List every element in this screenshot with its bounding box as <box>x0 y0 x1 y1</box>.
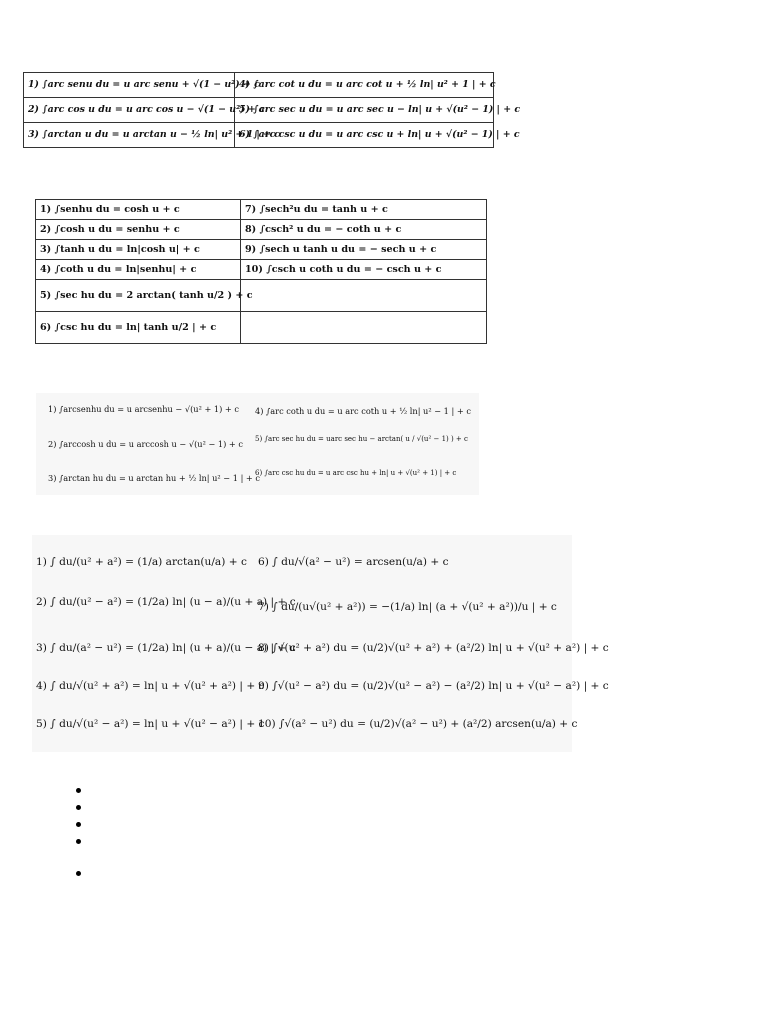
table-row <box>36 280 487 312</box>
bullet-dot-icon <box>76 805 81 810</box>
formula-cell: 1) ∫senhu du = cosh u + c <box>36 200 241 220</box>
table-row <box>36 200 487 220</box>
algebraic-integrals-block <box>32 535 609 752</box>
formula-cell: 2) ∫cosh u du = senhu + c <box>36 220 241 240</box>
formula-cell: 6) ∫arc csc u du = u arc csc u + ln| u + √(u² − 1) | + c <box>235 123 494 148</box>
formula: 7) ∫ du/(u√(u² + a²)) = −(1/a) ln| (a + √(u² + a²))/u | + c <box>258 601 557 613</box>
formula-cell: 9) ∫sech u tanh u du = − sech u + c <box>241 240 487 260</box>
formula-cell: 7) ∫sech²u du = tanh u + c <box>241 200 487 220</box>
formula: 2) ∫ du/(u² − a²) = (1/2a) ln| (u − a)/(u + a) | + c <box>36 596 296 608</box>
table-row <box>24 73 494 98</box>
formula-cell: 1) ∫arc senu du = u arc senu + √(1 − u²) + c <box>24 73 235 98</box>
formula-cell: 3) ∫arctan u du = u arctan u − ½ ln| u² + 1 | + c <box>24 123 235 148</box>
formula: 8) ∫√(u² + a²) du = (u/2)√(u² + a²) + (a²/2) ln| u + √(u² + a²) | + c <box>258 642 609 654</box>
formula: 1) ∫arcsenhu du = u arcsenhu − √(u² + 1) + c <box>48 404 239 414</box>
bullet-dot-icon <box>76 822 81 827</box>
table-row <box>36 220 487 240</box>
table-row <box>36 312 487 344</box>
formula: 3) ∫arctan hu du = u arctan hu + ½ ln| u² − 1 | + c <box>48 473 260 483</box>
formula: 4) ∫ du/√(u² + a²) = ln| u + √(u² + a²) | + c <box>36 680 265 692</box>
list-item <box>58 865 98 882</box>
list-item <box>58 799 98 816</box>
formula: 9) ∫√(u² − a²) du = (u/2)√(u² − a²) − (a²/2) ln| u + √(u² − a²) | + c <box>258 680 609 692</box>
formula: 6) ∫ du/√(a² − u²) = arcsen(u/a) + c <box>258 556 449 568</box>
formula-cell: 2) ∫arc cos u du = u arc cos u − √(1 − u²) + c <box>24 98 235 123</box>
table-row <box>24 123 494 148</box>
bullet-dot-icon <box>76 788 81 793</box>
list-item <box>58 782 98 799</box>
formula: 4) ∫arc coth u du = u arc coth u + ½ ln| u² − 1 | + c <box>255 406 471 416</box>
formula: 10) ∫√(a² − u²) du = (u/2)√(a² − u²) + (a²/2) arcsen(u/a) + c <box>258 718 578 730</box>
formula: 5) ∫ du/√(u² − a²) = ln| u + √(u² − a²) | + c <box>36 718 265 730</box>
formula-cell: 10) ∫csch u coth u du = − csch u + c <box>241 260 487 280</box>
formula-cell: 5) ∫sec hu du = 2 arctan( tanh u/2 ) + c <box>36 280 241 312</box>
formula: 3) ∫ du/(a² − u²) = (1/2a) ln| (u + a)/(u − a) | + c <box>36 642 296 654</box>
empty-bullet-list <box>58 782 98 882</box>
formula: 5) ∫arc sec hu du = uarc sec hu − arctan( u / √(u² − 1) ) + c <box>255 435 468 443</box>
bullet-dot-icon <box>76 871 81 876</box>
table-row <box>36 260 487 280</box>
formula: 2) ∫arccosh u du = u arccosh u − √(u² − 1) + c <box>48 439 243 449</box>
hyperbolic-integrals-table <box>35 199 487 344</box>
formula-cell: 6) ∫csc hu du = ln| tanh u/2 | + c <box>36 312 241 344</box>
empty-cell <box>241 280 487 312</box>
formula-cell: 8) ∫csch² u du = − coth u + c <box>241 220 487 240</box>
formula-cell: 5) ∫arc sec u du = u arc sec u − ln| u + √(u² − 1) | + c <box>235 98 494 123</box>
inverse-hyperbolic-integrals-block <box>36 393 479 495</box>
table-row <box>36 240 487 260</box>
formula-cell: 4) ∫arc cot u du = u arc cot u + ½ ln| u² + 1 | + c <box>235 73 494 98</box>
list-item <box>58 816 98 833</box>
table-row <box>24 98 494 123</box>
formula-cell: 4) ∫coth u du = ln|senhu| + c <box>36 260 241 280</box>
list-item <box>58 833 98 850</box>
bullet-dot-icon <box>76 839 81 844</box>
formula-cell: 3) ∫tanh u du = ln|cosh u| + c <box>36 240 241 260</box>
formula: 1) ∫ du/(u² + a²) = (1/a) arctan(u/a) + c <box>36 556 247 568</box>
inverse-trig-integrals-table <box>23 72 521 148</box>
formula: 6) ∫arc csc hu du = u arc csc hu + ln| u + √(u² + 1) | + c <box>255 469 457 477</box>
empty-cell <box>241 312 487 344</box>
